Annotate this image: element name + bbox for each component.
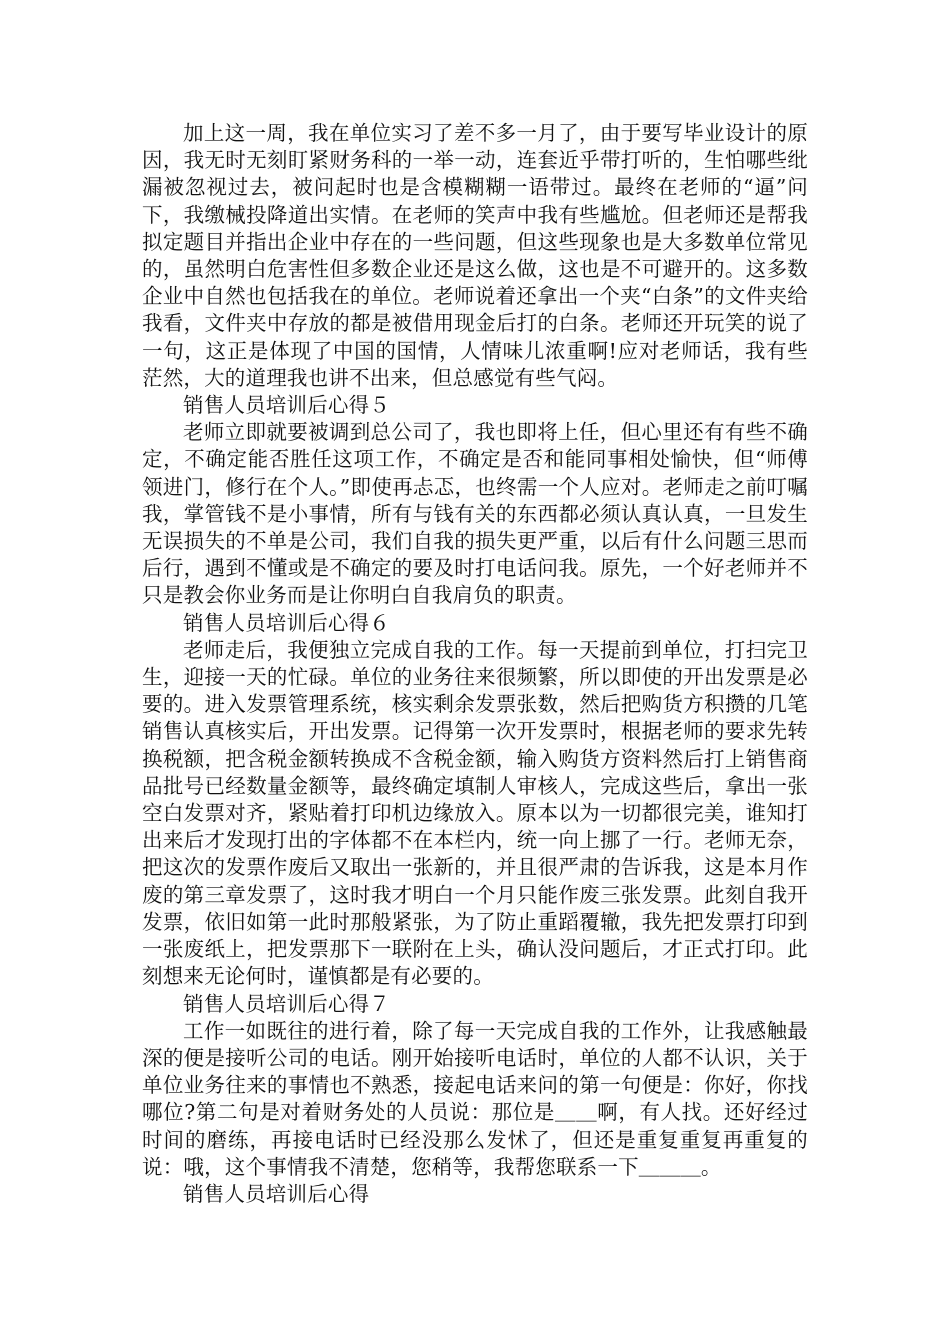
section-heading-5: 销售人员培训后心得５	[183, 393, 390, 418]
paragraph-section-6: 老师走后，我便独立完成自我的工作。每一天提前到单位，打扫完卫生，迎接一天的忙碌。单位的业务往来很频繁，所以即使的开出发票是必要的。进入发票管理系统，核实剩余发票张数，然后把购货方积攒的几笔销售认真核实后，开出发票。记得第一次开发票时，根据老师的要求先转换税额，把含税金额转换成不含税金额，输入购货方资料然后打上销售商品批号已经数量金额等，最终确定填制人审核人，完成这些后，拿出一张空白发票对齐，紧贴着打印机边缘放入。原本以为一切都很完美，谁知打出来后才发现打出的字体都不在本栏内，统一向上挪了一行。老师无奈，把这次的发票作废后又取出一张新的，并且很严肃的告诉我，这是本月作废的第三章发票了，这时我才明白一个月只能作废三张发票。此刻自我开发票，依旧如第一此时那般紧张，为了防止重蹈覆辙，我先把发票打印到一张废纸上，把发票那下一联附在上头，确认没问题后，才正式打印。此刻想来无论何时，谨慎都是有必要的。	[142, 637, 808, 989]
section-heading-7: 销售人员培训后心得７	[183, 991, 390, 1016]
section-heading-6: 销售人员培训后心得６	[183, 610, 390, 635]
paragraph-intro: 加上这一周，我在单位实习了差不多一月了，由于要写毕业设计的原因，我无时无刻盯紧财务科的一举一动，连套近乎带打听的，生怕哪些纰漏被忽视过去，被问起时也是含模糊糊一语带过。最终在老师的“逼”问下，我缴械投降道出实情。在老师的笑声中我有些尴尬。但老师还是帮我拟定题目并指出企业中存在的一些问题，但这些现象也是大多数单位常见的，虽然明白危害性但多数企业还是这么做，这也是不可避开的。这多数企业中自然也包括我在的单位。老师说着还拿出一个夹“白条”的文件夹给我看，文件夹中存放的都是被借用现金后打的白条。老师还开玩笑的说了一句，这正是体现了中国的国情，人情味儿浓重啊!应对老师话，我有些茫然，大的道理我也讲不出来，但总感觉有些气闷。	[142, 121, 808, 390]
paragraph-section-5: 老师立即就要被调到总公司了，我也即将上任，但心里还有有些不确定，不确定能否胜任这项工作，不确定是否和能同事相处愉快，但“师傅领进门，修行在个人。”即使再忐忑，也终需一个人应对。老师走之前叮嘱我，掌管钱不是小事情，所有与钱有关的东西都必须认真认真，一旦发生无误损失的不单是公司，我们自我的损失更严重，以后有什么问题三思而后行，遇到不懂或是不确定的要及时打电话问我。原先，一个好老师并不只是教会你业务而是让你明白自我肩负的职责。	[142, 420, 808, 608]
document-body	[142, 120, 808, 1208]
section-heading-8: 销售人员培训后心得	[183, 1181, 370, 1206]
paragraph-section-7: 工作一如既往的进行着，除了每一天完成自我的工作外，让我感触最深的便是接听公司的电话。刚开始接听电话时，单位的人都不认识，关于单位业务往来的事情也不熟悉，接起电话来问的第一句便是：你好，你找哪位?第二句是对着财务处的人员说：那位是＿＿啊，有人找。还好经过时间的磨练，再接电话时已经没那么发怵了，但还是重复重复再重复的说：哦，这个事情我不清楚，您稍等，我帮您联系一下＿＿＿。	[142, 1018, 808, 1179]
